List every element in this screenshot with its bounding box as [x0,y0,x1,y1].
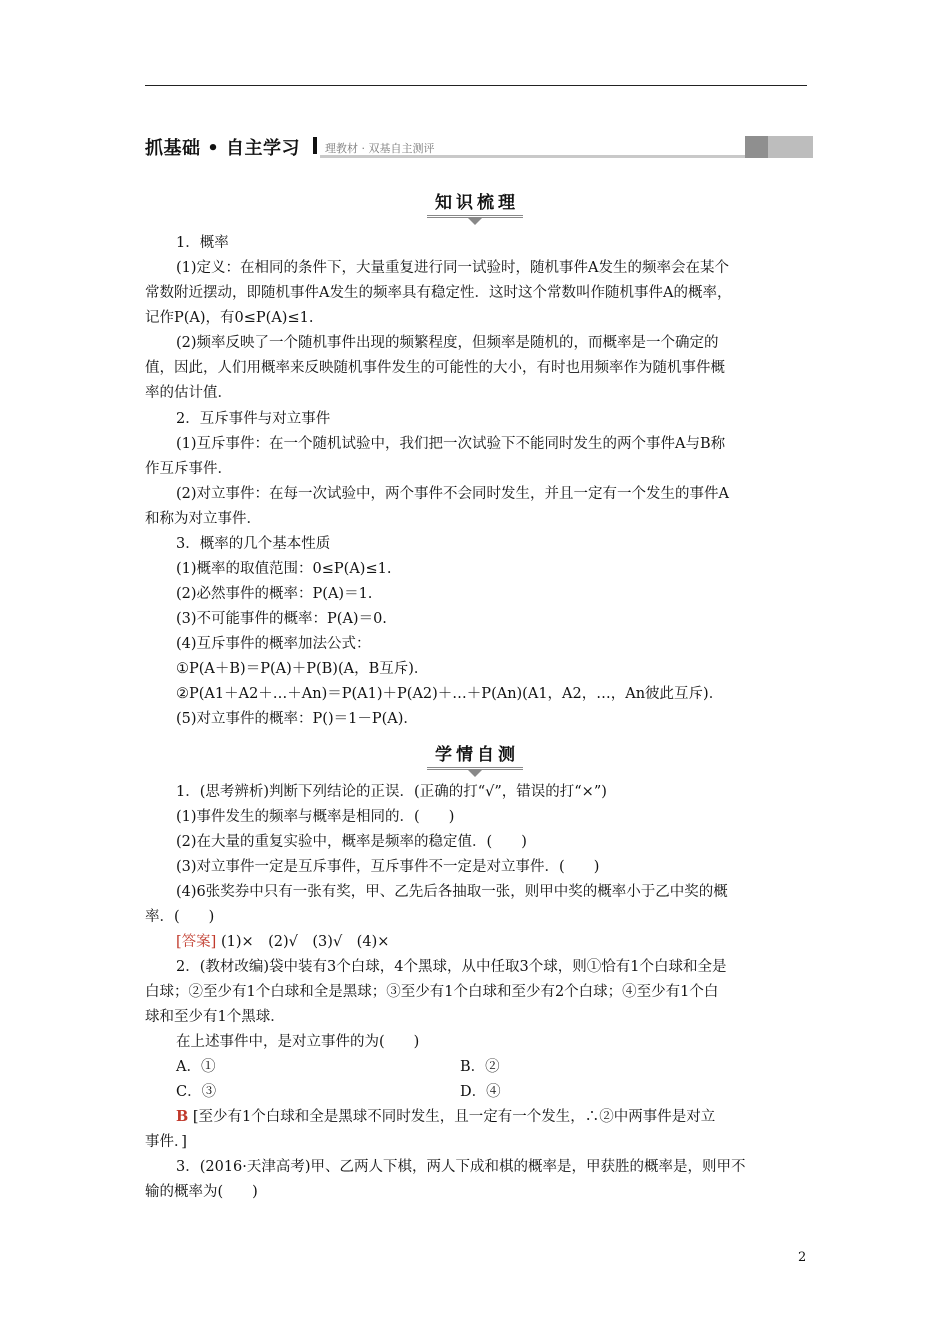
text-line: (4)互斥事件的概率加法公式： [176,636,371,652]
heading-arrow-icon [468,770,482,777]
answer-text: (1)× (2)√ (3)√ (4)× [220,934,390,950]
text-line: (3)对立事件一定是互斥事件，互斥事件不一定是对立事件．( ) [176,859,600,875]
text-line: (5)对立事件的概率：P()＝1－P(A)． [176,711,418,727]
text-line: 3．概率的几个基本性质 [176,536,331,552]
option-d: D．④ [460,1084,501,1100]
text-line: 2．(教材改编)袋中装有3个白球，4个黑球，从中任取3个球，则①恰有1个白球和全是 [176,959,727,975]
text-line: 常数附近摆动，即随机事件A发生的频率具有稳定性．这时这个常数叫作随机事件A的概率， [145,285,732,301]
section-heading-knowledge [0,188,950,225]
text-line: ①P(A＋B)＝P(A)＋P(B)(A，B互斥)． [176,661,429,677]
section-banner [145,136,813,158]
text-line: (1)概率的取值范围：0≤P(A)≤1. [176,561,392,577]
banner-title: 抓基础 • 自主学习 [145,138,301,159]
text-line: 率的估计值． [145,385,232,401]
banner-block-dark [745,136,768,158]
section-heading-knowledge-text: 知识梳理 [427,188,523,218]
heading-arrow-icon [468,218,482,225]
answer-label: [答案] [176,934,217,950]
text-line: 和称为对立事件． [145,511,261,527]
banner-subtitle: 理教材 · 双基自主测评 [325,142,435,155]
text-line: 1．(思考辨析)判断下列结论的正误．(正确的打“√”，错误的打“×”) [176,784,607,800]
page-number: 2 [798,1250,807,1265]
text-line: 球和至少有1个黑球． [145,1009,285,1025]
text-line: (1)定义：在相同的条件下，大量重复进行同一试验时，随机事件A发生的频率会在某个 [176,260,730,276]
text-line: 记作P(A)，有0≤P(A)≤1. [145,310,314,326]
text-line: 白球；②至少有1个白球和全是黑球；③至少有1个白球和至少有2个白球；④至少有1个白 [145,984,719,1000]
section-heading-selftest-text: 学情自测 [427,740,523,770]
text-line: (1)互斥事件：在一个随机试验中，我们把一次试验下不能同时发生的两个事件A与B称 [176,436,726,452]
text-line: 2．互斥事件与对立事件 [176,411,331,427]
top-rule [145,85,807,86]
text-line: 率．( ) [145,909,215,925]
option-b: B．② [460,1059,500,1075]
answer-line [176,932,389,952]
text-line: (2)对立事件：在每一次试验中，两个事件不会同时发生，并且一定有一个发生的事件A [176,486,730,502]
banner-underline [320,155,745,158]
solution-answer: B [176,1108,189,1125]
text-line: (2)频率反映了一个随机事件出现的频繁程度，但频率是随机的，而概率是一个确定的 [176,335,719,351]
text-line: (2)在大量的重复实验中，概率是频率的稳定值．( ) [176,834,527,850]
text-line: 作互斥事件． [145,461,232,477]
text-line: (4)6张奖券中只有一张有奖，甲、乙先后各抽取一张，则甲中奖的概率小于乙中奖的概 [176,884,728,900]
text-line: ②P(A1＋A2＋…＋An)＝P(A1)＋P(A2)＋…＋P(An)(A1，A2，…，An彼此互斥)． [176,686,724,702]
text-line: 在上述事件中，是对立事件的为( ) [176,1034,420,1050]
text-line: (3)不可能事件的概率：P(A)＝0. [176,611,387,627]
option-c: C．③ [176,1084,217,1100]
text-line: 事件．] [145,1134,187,1150]
section-heading-selftest [0,740,950,777]
text-line: 值，因此，人们用概率来反映随机事件发生的可能性的大小，有时也用频率作为随机事件概 [145,360,725,376]
solution-line [176,1107,715,1127]
banner-divider [313,137,317,154]
text-line: (2)必然事件的概率：P(A)＝1. [176,586,373,602]
option-a: A．① [176,1059,216,1075]
solution-text: [至少有1个白球和全是黑球不同时发生，且一定有一个发生，∴②中两事件是对立 [192,1109,716,1125]
banner-block-light [768,136,813,158]
text-line: (1)事件发生的频率与概率是相同的．( ) [176,809,455,825]
text-line: 1．概率 [176,235,229,251]
text-line: 输的概率为( ) [145,1184,258,1200]
text-line: 3．(2016·天津高考)甲、乙两人下棋，两人下成和棋的概率是，甲获胜的概率是，则甲不 [176,1159,746,1175]
